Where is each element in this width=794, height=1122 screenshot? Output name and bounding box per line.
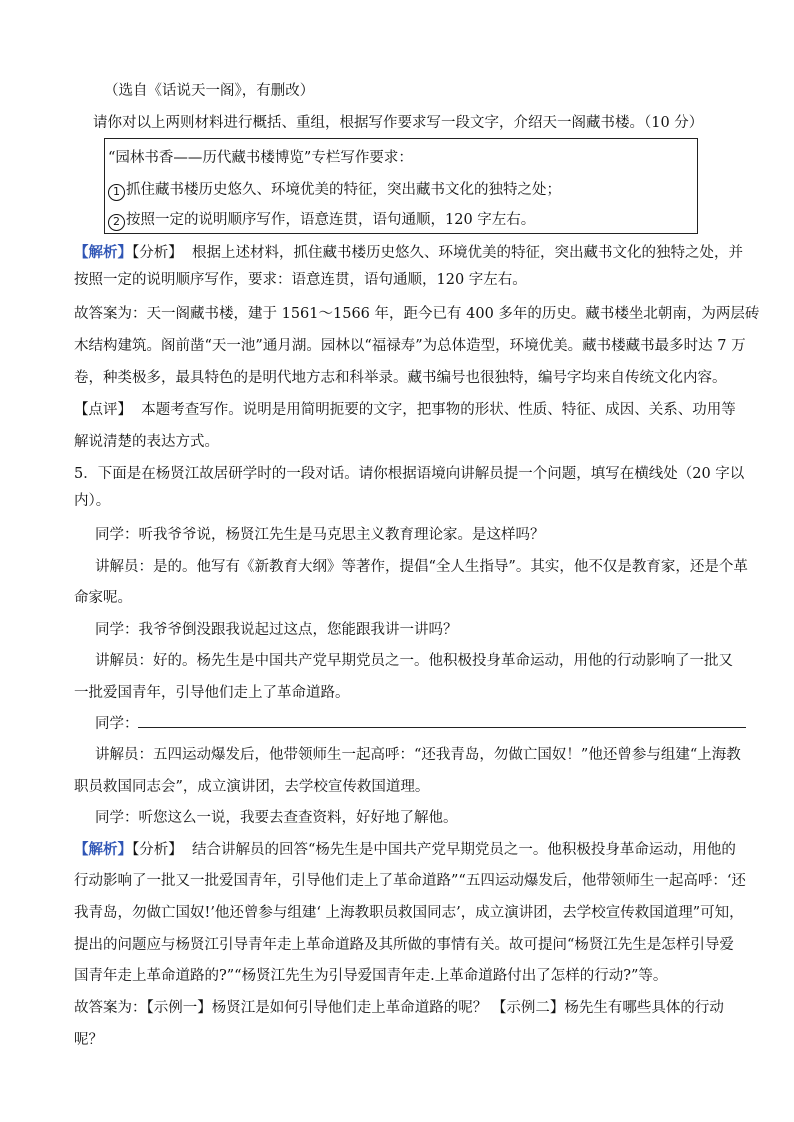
requirement-item-2-text: 按照一定的说明顺序写作，语意连贯，语句通顺，120 字左右。 bbox=[126, 212, 536, 228]
q5-answer-line-2: 呢？ bbox=[74, 1032, 103, 1048]
requirement-item-1 bbox=[108, 180, 561, 201]
q5-analysis-line-1 bbox=[74, 840, 736, 860]
analysis-label: 【分析】 bbox=[132, 245, 183, 261]
analysis-label: 【分析】 bbox=[132, 842, 183, 858]
q5-analysis-line-5: 国青年走上革命道路的?”“杨贤江先生为引导爱国青年走.上革命道路付出了怎样的行动?”等。 bbox=[74, 968, 668, 984]
dialogue-student-3-label: 同学： bbox=[95, 716, 139, 732]
requirement-item-1-text: 抓住藏书楼历史悠久、环境优美的特征，突出藏书文化的独特之处； bbox=[126, 182, 561, 198]
dialogue-guide-2-line-1: 讲解员：好的。杨先生是中国共产党早期党员之一。他积极投身革命运动，用他的行动影响了一批又 bbox=[95, 653, 733, 669]
comment-label: 【点评】 bbox=[74, 402, 132, 418]
dialogue-guide-1-line-1: 讲解员：是的。他写有《新教育大纲》等著作，提倡“全人生指导”。其实，他不仅是教育家，还是个革 bbox=[95, 559, 748, 575]
q4-comment-text: 本题考查写作。说明是用简明扼要的文字，把事物的形状、性质、特征、成因、关系、功用等 bbox=[141, 402, 736, 418]
q4-answer-line-1: 故答案为：天一阁藏书楼，建于 1561～1566 年，距今已有 400 多年的历史。藏书楼坐北朝南，为两层砖 bbox=[74, 306, 760, 322]
dialogue-student-1: 同学：听我爷爷说，杨贤江先生是马克思主义教育理论家。是这样吗？ bbox=[95, 527, 545, 543]
task-instruction: 请你对以上两则材料进行概括、重组，根据写作要求写一段文字，介绍天一阁藏书楼。（10 分） bbox=[93, 115, 704, 131]
q5-analysis-line-4: 提出的问题应与杨贤江引导青年走上革命道路及其所做的事情有关。故可提问“杨贤江先生是怎样引导爱 bbox=[74, 937, 734, 953]
dialogue-student-4: 同学：听您这么一说，我要去查查资料，好好地了解他。 bbox=[95, 810, 458, 826]
q5-analysis-line-3: 我青岛，勿做亡国奴!’他还曾参与组建‘ 上海教职员救国同志’，成立演讲团，去学校宣传救国道理”可知， bbox=[74, 905, 744, 921]
dialogue-student-2: 同学：我爷爷倒没跟我说起过这点，您能跟我讲一讲吗？ bbox=[95, 622, 458, 638]
q4-answer-line-3: 卷，种类极多，最具特色的是明代地方志和科举录。藏书编号也很独特，编号字均来自传统文化内容。 bbox=[74, 370, 727, 386]
analysis-tag: 【解析】 bbox=[74, 244, 132, 261]
q5-prompt-line-2: 内）。 bbox=[74, 493, 111, 509]
analysis-tag: 【解析】 bbox=[74, 841, 132, 858]
q4-analysis-line-1 bbox=[74, 243, 743, 263]
dialogue-guide-3-line-2: 职员救国同志会”，成立演讲团，去学校宣传救国道理。 bbox=[74, 779, 430, 795]
circled-number-2: 2 bbox=[108, 214, 125, 231]
q4-comment-line-2: 解说清楚的表达方式。 bbox=[74, 434, 219, 450]
dialogue-guide-2-line-2: 一批爱国青年，引导他们走上了革命道路。 bbox=[74, 685, 350, 701]
q5-analysis-line-2: 行动影响了一批又一批爱国青年，引导他们走上了革命道路”“五四运动爆发后，他带领师生一起高呼：‘还 bbox=[74, 873, 746, 889]
requirement-item-2 bbox=[108, 210, 535, 231]
answer-blank-line bbox=[138, 727, 746, 728]
dialogue-guide-1-line-2: 命家呢。 bbox=[74, 590, 132, 606]
q5-prompt-line-1: 5．下面是在杨贤江故居研学时的一段对话。请你根据语境向讲解员提一个问题，填写在横线处（20 字以 bbox=[74, 466, 745, 482]
circled-number-1: 1 bbox=[108, 184, 125, 201]
q4-comment-line-1 bbox=[74, 400, 736, 420]
requirement-title: “园林书香——历代藏书楼博览”专栏写作要求： bbox=[108, 150, 413, 166]
q5-analysis-text: 结合讲解员的回答“杨先生是中国共产党早期党员之一。他积极投身革命运动，用他的 bbox=[191, 842, 736, 858]
q5-answer-line-1: 故答案为：【示例一】杨贤江是如何引导他们走上革命道路的呢？ 【示例二】杨先生有哪些具体的行动 bbox=[74, 1000, 724, 1016]
q4-answer-line-2: 木结构建筑。阁前凿“天一池”通月湖。园林以“福禄寿”为总体造型，环境优美。藏书楼藏书最多时达 7 万 bbox=[74, 338, 746, 354]
q4-analysis-line-2: 按照一定的说明顺序写作，要求：语意连贯，语句通顺，120 字左右。 bbox=[74, 272, 527, 288]
source-note: （选自《话说天一阁》，有删改） bbox=[104, 83, 315, 99]
dialogue-guide-3-line-1: 讲解员：五四运动爆发后，他带领师生一起高呼：“还我青岛，勿做亡国奴！”他还曾参与组建“上海教 bbox=[95, 747, 741, 763]
q4-analysis-text: 根据上述材料，抓住藏书楼历史悠久、环境优美的特征，突出藏书文化的独特之处，并 bbox=[191, 245, 743, 261]
